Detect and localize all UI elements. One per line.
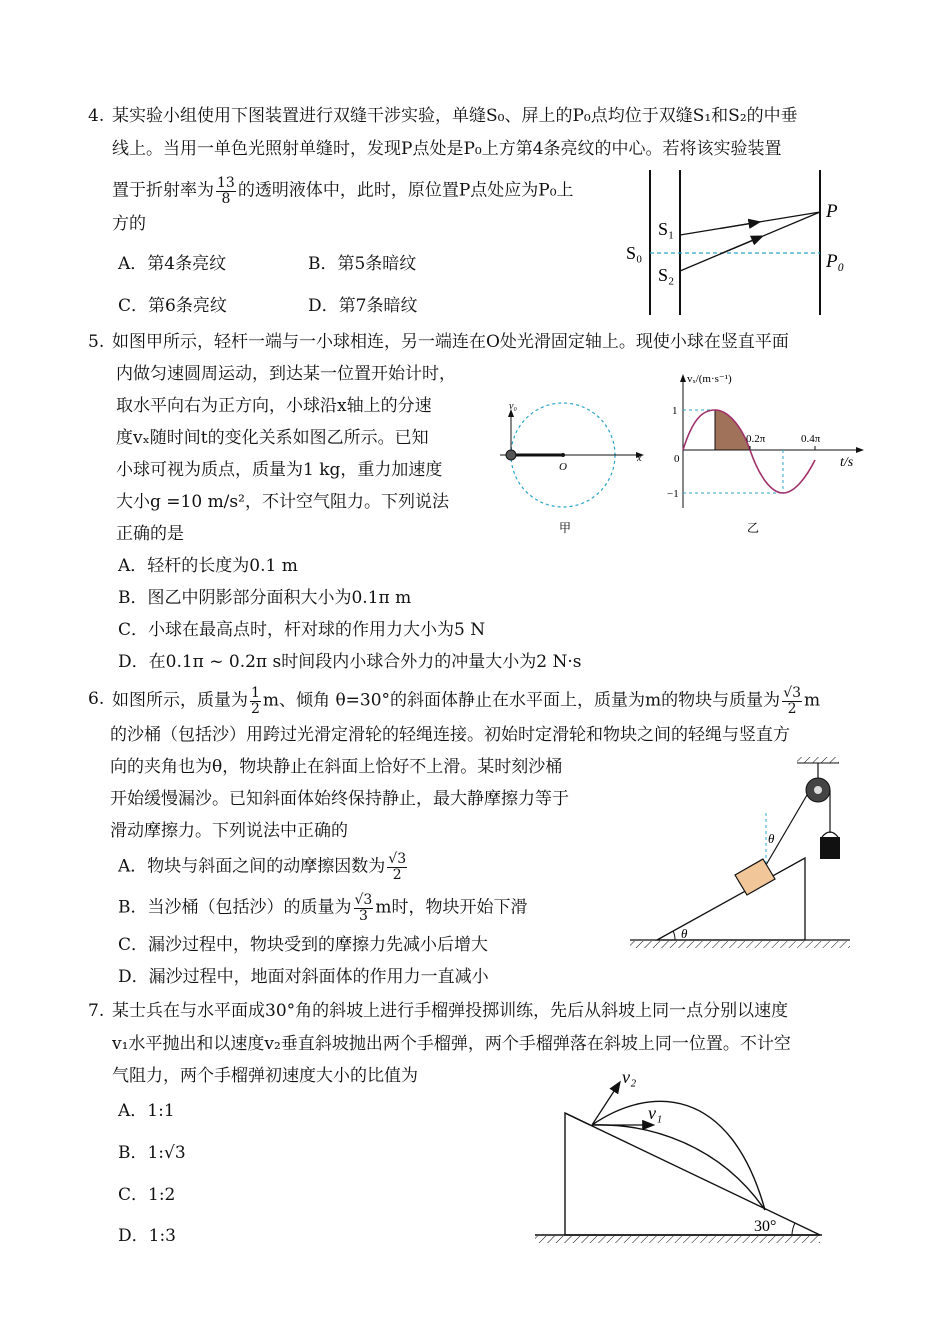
fraction: $\frac{1}{2}$ [251,685,260,717]
option-c: C．漏沙过程中，物块受到的摩擦力先减小后增大 [118,935,489,955]
slope [565,1113,820,1235]
tick-0-2pi: 0.2π [746,433,766,445]
question-text-line: 的沙桶（包括沙）用跨过光滑定滑轮的轻绳连接。初始时定滑轮和物块之间的轻绳与竖直方 [110,725,790,745]
question-text-line: 开始缓慢漏沙。已知斜面体始终保持静止，最大静摩擦力等于 [110,789,569,809]
pivot [561,453,565,457]
question-text-line: 线上。当用一单色光照射单缝时，发现P点处是P₀上方第4条亮纹的中心。若将该实验装置 [112,139,782,159]
fraction: $\frac{13}{8}$ [217,175,235,207]
incline-pulley-diagram [625,755,855,955]
question-text-line: 内做匀速圆周运动，到达某一位置开始计时， [116,364,456,384]
question-text-line: 置于折射率为 $\frac{13}{8}$ 的透明液体中，此时，原位置P点处应为P₀上 [112,175,574,207]
label-theta-top: θ [768,831,775,846]
option-c: C．1:2 [118,1185,176,1205]
option-d: D．在0.1π ~ 0.2π s时间段内小球合外力的冲量大小为2 N·s [118,652,582,672]
double-slit-diagram [620,165,860,320]
option-a: A．第4条亮纹 [118,254,227,274]
label-v2: v₂ [622,1067,637,1087]
question-text-line: 大小g =10 m/s²，不计空气阻力。下列说法 [116,492,449,512]
option-b: B．第5条暗纹 [308,254,417,274]
question-text-line: 如图甲所示，轻杆一端与一小球相连，另一端连在O处光滑固定轴上。现使小球在竖直平面 [112,332,789,352]
question-text-line: 滑动摩擦力。下列说法中正确的 [110,821,348,841]
option-d: D．漏沙过程中，地面对斜面体的作用力一直减小 [118,967,489,987]
option-d: D．第7条暗纹 [308,296,418,316]
question-text-line: v₁水平抛出和以速度v₂垂直斜坡抛出两个手榴弹，两个手榴弹落在斜坡上同一位置。不计空 [112,1034,791,1054]
question-number: 7. [88,1001,105,1021]
label-theta-bottom: θ [681,926,688,941]
velocity-time-graph [655,368,870,540]
y-axis-label: vₓ/(m·s⁻¹) [687,373,732,385]
option-a: A．1:1 [118,1101,175,1121]
question-number: 5. [88,332,105,352]
circular-motion-diagram [495,395,650,540]
t-axis-label: t/s [840,455,854,470]
velocity-curve [683,410,815,493]
question-text-line: 如图所示，质量为 $\frac{1}{2}$ m、倾角 θ=30°的斜面体静止在水平面上，质量为m的物块与质量为 $\frac{√3}{2}$ m [112,685,821,717]
label-o: O [559,461,567,473]
label-v0: v₀ [509,401,517,412]
question-number: 6. [88,689,105,709]
option-a: A．轻杆的长度为0.1 m [118,556,298,576]
question-text-line: 气阻力，两个手榴弹初速度大小的比值为 [112,1066,418,1086]
arrow-v2 [592,1085,618,1125]
tick-0-4pi: 0.4π [801,433,821,445]
label-angle: 30° [754,1218,777,1235]
question-text-line: 方的 [112,214,146,234]
tick-1: 1 [672,405,678,417]
tick-minus-1: −1 [667,488,679,500]
label-p: P [826,201,838,222]
label-s0: S₀ [626,243,643,263]
question-text-line: 小球可视为质点，质量为1 kg，重力加速度 [116,460,443,480]
incline [657,858,805,940]
sand-bucket [820,837,840,859]
label-v1: v₁ [648,1103,663,1123]
label-s2: S₂ [658,265,675,285]
option-b: B．当沙桶（包括沙）的质量为 $\frac{√3}{3}$ m时，物块开始下滑 [118,892,528,924]
label-p0: P₀ [826,251,845,272]
projectile-slope-diagram [530,1065,830,1250]
label-x: x [637,453,642,464]
option-d: D．1:3 [118,1226,176,1246]
block [735,859,775,895]
question-text-line: 向的夹角也为θ，物块静止在斜面上恰好不上滑。某时刻沙桶 [110,757,563,777]
question-text-line: 某士兵在与水平面成30°角的斜坡上进行手榴弹投掷训练，先后从斜坡上同一点分别以速度 [112,1001,789,1021]
shaded-area [715,410,750,450]
question-text-line: 取水平向右为正方向，小球沿x轴上的分速 [116,396,432,416]
caption-jia: 甲 [559,521,572,535]
question-text-line: 某实验小组使用下图装置进行双缝干涉实验，单缝S₀、屏上的P₀点均位于双缝S₁和S₂的中垂 [112,106,798,126]
option-b: B．图乙中阴影部分面积大小为0.1π m [118,588,412,608]
question-text-line: 度vₓ随时间t的变化关系如图乙所示。已知 [116,428,429,448]
label-s1: S₁ [658,219,675,239]
ball [506,450,516,460]
question-number: 4. [88,106,105,126]
fraction: $\frac{√3}{2}$ [783,685,802,717]
option-b: B．1:√3 [118,1143,186,1163]
option-a: A．物块与斜面之间的动摩擦因数为 $\frac{√3}{2}$ [118,851,407,883]
question-text-line: 正确的是 [116,524,184,544]
option-c: C．第6条亮纹 [118,296,227,316]
caption-yi: 乙 [747,521,760,535]
trajectory-v2 [592,1101,765,1210]
option-c: C．小球在最高点时，杆对球的作用力大小为5 N [118,620,486,640]
tick-0: 0 [674,453,680,465]
